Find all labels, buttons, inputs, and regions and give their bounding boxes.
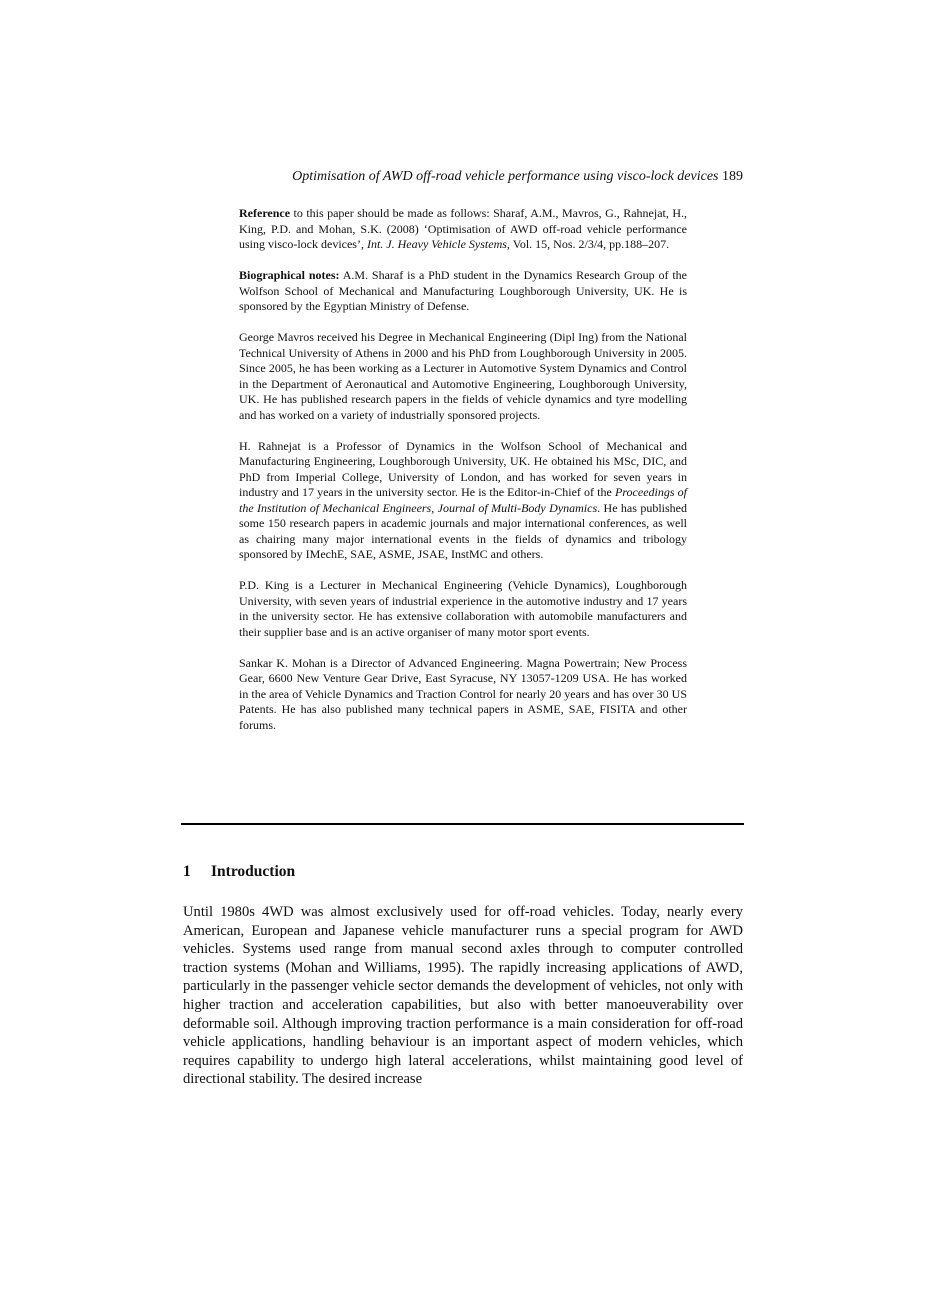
bio-mavros: George Mavros received his Degree in Mechanical Engineering (Dipl Ing) from the National Technical University of Athens in 2000 and his PhD from Loughborough University in 2005. Since 2005, he has been working as a Lecturer in Automotive System Dynamics and Control in the Department of Aeronautical and Automotive Engineering, Loughborough University, UK. He has published research papers in the fields of vehicle dynamics and tyre modelling and has worked on a variety of industrially sponsored projects. [239,330,687,422]
section-divider [181,823,744,825]
section-title: Introduction [211,863,296,880]
reference-lead: to this paper should be made as follows: Sharaf, A.M., Mavros, G., Rahnejat, H., King, P.D. and Mohan, S.K. (2008) ‘Optimisation of AWD off-road vehicle performance using visco-lock devices’, [239,206,687,251]
reference-details: , Vol. 15, Nos. 2/3/4, pp.188–207. [506,237,670,251]
running-head [239,168,743,186]
bio-mohan: Sankar K. Mohan is a Director of Advanced Engineering. Magna Powertrain; New Process Gear, 6600 New Venture Gear Drive, East Syracuse, NY 13057-1209 USA. He has worked in the area of Vehicle Dynamics and Traction Control for nearly 20 years and has over 30 US Patents. He has also published many technical papers in ASME, SAE, FISITA and other forums. [239,655,687,732]
bio-rahnejat [239,439,687,563]
bio-king: P.D. King is a Lecturer in Mechanical Engineering (Vehicle Dynamics), Loughborough University, with seven years of industrial experience in the automotive industry and 17 years in the university sector. He has extensive collaboration with automobile manufacturers and their supplier base and is an active organiser of many motor sport events. [239,578,687,639]
bio-rahnejat-journal: Proceedings of the Institution of Mechanical Engineers, Journal of Multi-Body Dynamics [239,485,687,515]
front-matter [239,206,687,733]
reference-journal: Int. J. Heavy Vehicle Systems [366,237,507,251]
bio-sharaf-text: A.M. Sharaf is a PhD student in the Dynamics Research Group of the Wolfson School of Mechanical and Manufacturing Loughborough University, UK. He is sponsored by the Egyptian Ministry of Defense. [239,268,687,313]
bio-rahnejat-text-b: . He has published some 150 research papers in academic journals and major international conferences, as well as chairing many major international events in the fields of dynamics and tribology sponsored by IMechE, SAE, ASME, JSAE, InstMC and others. [239,500,687,561]
bio-sharaf [239,268,687,315]
section-number: 1 [183,863,191,880]
running-head-title: Optimisation of AWD off-road vehicle performance using visco-lock devices [292,169,719,184]
page-number: 189 [722,169,743,184]
section-heading [183,862,295,882]
intro-paragraph: Until 1980s 4WD was almost exclusively used for off-road vehicles. Today, nearly every American, European and Japanese vehicle manufacturer runs a special program for AWD vehicles. Systems used range from manual second axles through to computer controlled traction systems (Mohan and Williams, 1995). The rapidly increasing applications of AWD, particularly in the passenger vehicle sector demands the development of vehicles, not only with higher traction and acceleration capabilities, but also with better manoeuverability over deformable soil. Although improving traction performance is a main consideration for off-road vehicle applications, handling behaviour is an important aspect of modern vehicles, which requires capability to undergo high lateral accelerations, whilst maintaining good level of directional stability. The desired increase [183,904,743,1088]
reference-paragraph [239,206,687,253]
bio-label: Biographical notes: [239,268,340,282]
reference-label: Reference [239,206,291,220]
bio-rahnejat-text-a: H. Rahnejat is a Professor of Dynamics in the Wolfson School of Mechanical and Manufacturing Engineering, Loughborough University, UK. He obtained his MSc, DIC, and PhD from Imperial College, University of London, and has worked for seven years in industry and 17 years in the university sector. He is the Editor-in-Chief of the [239,438,687,499]
